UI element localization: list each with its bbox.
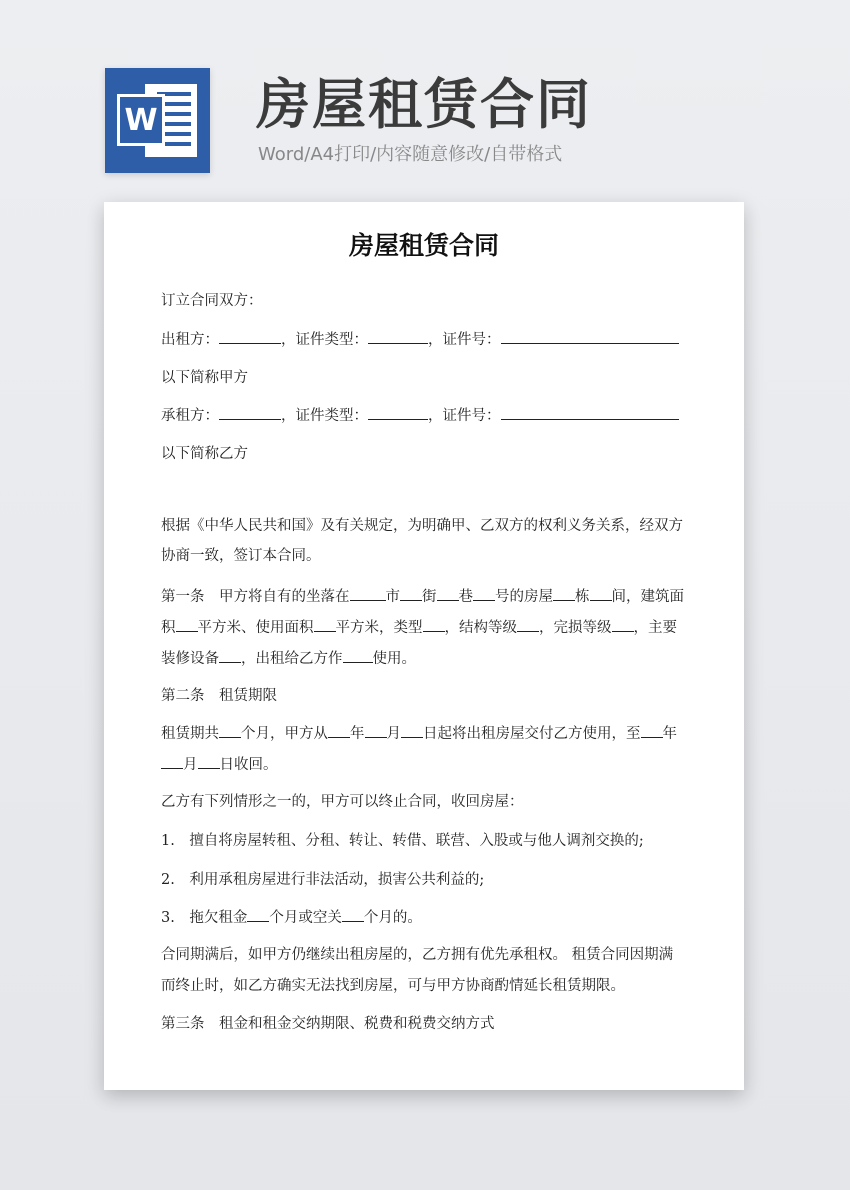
blank-field [612,617,634,632]
text: 年 [662,726,677,742]
word-app-icon [105,68,210,173]
blank-field [176,617,198,632]
text: 日收回。 [219,757,278,773]
renewal-line-1: 合同期满后，如甲方仍继续出租房屋的，乙方拥有优先承租权。 租赁合同因期满 [161,947,674,963]
text: 号的房屋 [495,589,553,605]
blank-field [161,754,183,769]
text: 租赁期共 [161,726,219,742]
text: 月 [386,726,401,742]
id-no-label: ，证件号： [428,408,501,424]
blank-field [342,907,364,922]
text: 月 [183,757,198,773]
blank-field [400,586,422,601]
text: 市 [385,589,400,605]
blank-field [343,648,373,663]
hero-subtitle: Word/A4打印/内容随意修改/自带格式 [258,144,563,165]
lessor-line [161,329,679,350]
blank-field [437,586,459,601]
terminate-intro: 乙方有下列情形之一的，甲方可以终止合同，收回房屋： [161,794,524,810]
text: 积 [161,620,176,636]
text: 街 [422,589,437,605]
text: 平方米、使用面积 [197,620,314,636]
text: 日起将出租房屋交付乙方使用，至 [423,726,641,742]
text: 个月的。 [363,910,422,926]
text: 间，建筑面 [611,589,684,605]
blank-field [247,907,269,922]
basis-line-1: 根据《中华人民共和国》及有关规定，为明确甲、乙双方的权利义务关系，经双方 [161,518,683,534]
blank-field [314,617,336,632]
lessor-label: 出租方： [161,332,219,348]
blank-field [219,329,281,344]
text: ，出租给乙方作 [241,651,343,667]
blank-field [328,723,350,738]
blank-field [641,723,663,738]
blank-field [473,586,495,601]
text: 巷 [458,589,473,605]
blank-field [350,586,386,601]
blank-field [553,586,575,601]
id-type-label: ，证件类型： [281,332,368,348]
blank-field [219,723,241,738]
blank-field [401,723,423,738]
article-3-title: 第三条 租金和租金交纳期限、税费和税费交纳方式 [161,1016,495,1032]
text: ，完损等级 [539,620,612,636]
list-item [161,907,422,928]
list-item: 1. 擅自将房屋转租、分租、转让、转借、联营、入股或与他人调剂交换的; [161,833,644,849]
article-1-line-3 [161,648,416,669]
lease-line-2 [161,754,278,775]
text: 装修设备 [161,651,219,667]
text: 平方米，类型 [335,620,423,636]
document-page [104,202,744,1090]
blank-field [590,586,612,601]
blank-field [423,617,445,632]
intro-line: 订立合同双方： [161,293,263,309]
id-type-label: ，证件类型： [281,408,368,424]
text: 年 [350,726,365,742]
word-letter-badge: W [117,94,165,146]
document-title: 房屋租赁合同 [348,231,499,260]
blank-field [501,405,679,420]
basis-line-2: 协商一致，签订本合同。 [161,548,321,564]
text: 个月或空关 [269,910,342,926]
lessee-label: 承租方： [161,408,219,424]
article-1-line-1 [161,586,684,607]
blank-field [517,617,539,632]
list-item: 2. 利用承租房屋进行非法活动，损害公共利益的; [161,872,485,888]
text: 3. 拖欠租金 [161,910,248,926]
text: ，结构等级 [444,620,517,636]
text: 个月，甲方从 [241,726,328,742]
text: 栋 [575,589,590,605]
article-1-line-2 [161,617,677,638]
lessee-alias: 以下简称乙方 [161,446,248,462]
blank-field [365,723,387,738]
lessor-alias: 以下简称甲方 [161,370,248,386]
hero-title: 房屋租赁合同 [256,73,592,136]
lessee-line [161,405,679,426]
renewal-line-2: 而终止时，如乙方确实无法找到房屋，可与甲方协商酌情延长租赁期限。 [161,978,625,994]
blank-field [501,329,679,344]
lease-line-1 [161,723,677,744]
blank-field [198,754,220,769]
blank-field [219,405,281,420]
blank-field [219,648,241,663]
text: ，主要 [633,620,677,636]
blank-field [368,329,428,344]
id-no-label: ，证件号： [428,332,501,348]
article-2-title: 第二条 租赁期限 [161,688,277,704]
text: 第一条 甲方将自有的坐落在 [161,589,350,605]
text: 使用。 [372,651,416,667]
blank-field [368,405,428,420]
